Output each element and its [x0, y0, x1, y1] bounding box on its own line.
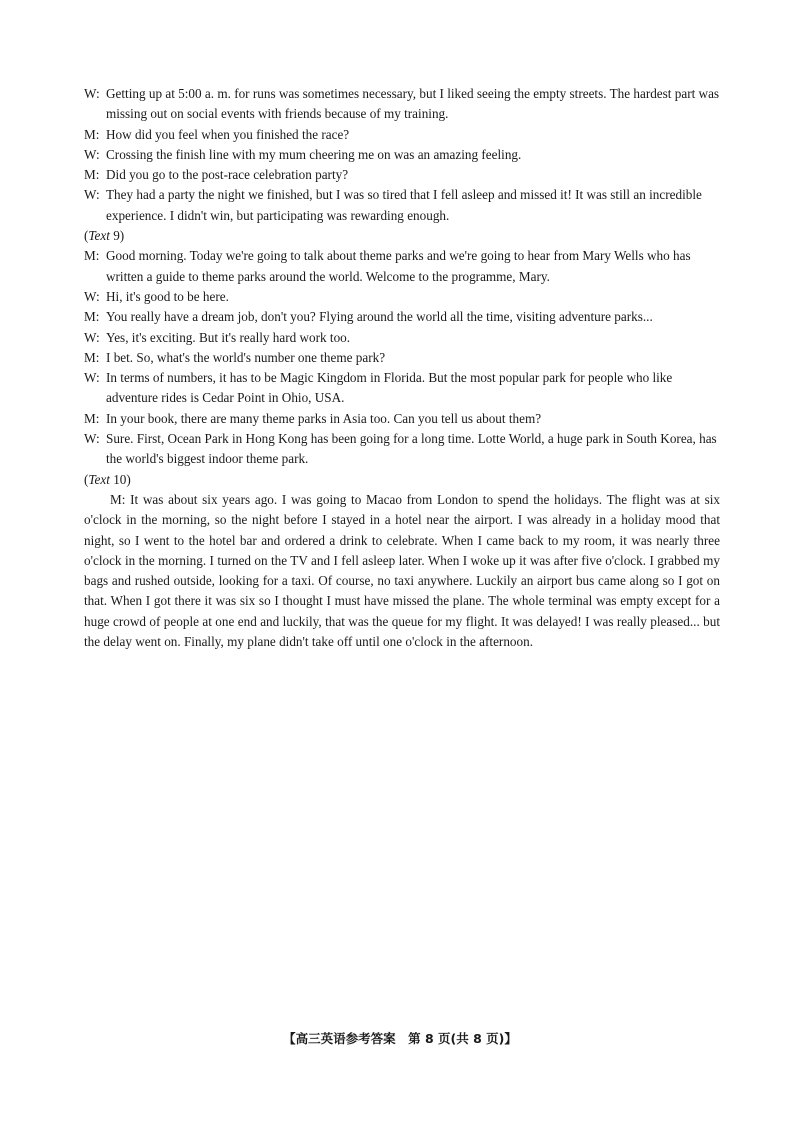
speaker-label: W:	[84, 370, 100, 386]
dialogue-line	[84, 409, 720, 429]
dialogue-line	[84, 348, 720, 368]
speaker-label: M:	[84, 167, 100, 183]
dialogue-line	[84, 125, 720, 145]
section-number: 10)	[109, 471, 131, 487]
dialogue-text: Sure. First, Ocean Park in Hong Kong has been going for a long time. Lotte World, a huge park in South Korea, has the world's biggest indoor theme park.	[106, 431, 717, 467]
speaker-label: W:	[84, 431, 100, 447]
dialogue-text: Getting up at 5:00 a. m. for runs was sometimes necessary, but I liked seeing the empty streets. The hardest part was missing out on social events with friends because of my training.	[106, 86, 720, 122]
speaker-label: M:	[110, 491, 126, 507]
section-label: Text	[88, 228, 110, 244]
monologue-text: It was about six years ago. I was going to Macao from London to spend the holidays. The flight was at six o'clock in the morning, so the night before I stayed in a hotel near the airport. I was already in a holiday mood that night, so I went to the hotel bar and ordered a drink to celebrate. When I came back to my room, it was nearly three o'clock in the morning. I turned on the TV and I fell asleep later. When I woke up it was after five o'clock. I grabbed my bags and rushed outside, looking for a taxi. Of course, no taxi anywhere. Luckily an airport bus came along so I got on that. When I got there it was six so I thought I must have missed the plane. The whole terminal was empty except for a huge crowd of people at one end and luckily, that was the queue for my flight. It was delayed! I was really pleased... but the delay went on. Finally, my plane didn't take off until one o'clock in the afternoon.	[84, 491, 720, 650]
speaker-label: M:	[84, 126, 100, 142]
speaker-label: W:	[84, 187, 100, 203]
dialogue-text: In terms of numbers, it has to be Magic Kingdom in Florida. But the most popular park for people who like adventure rides is Cedar Point in Ohio, USA.	[106, 370, 673, 406]
speaker-label: W:	[84, 146, 100, 162]
dialogue-line	[84, 368, 720, 409]
dialogue-text: In your book, there are many theme parks in Asia too. Can you tell us about them?	[106, 410, 542, 426]
section-label: Text	[88, 471, 110, 487]
dialogue-text: Crossing the finish line with my mum cheering me on was an amazing feeling.	[106, 146, 522, 162]
speaker-label: W:	[84, 329, 100, 345]
speaker-label: M:	[84, 248, 100, 264]
section-paren-open: (	[84, 228, 89, 244]
dialogue-text: Hi, it's good to be here.	[106, 288, 229, 304]
dialogue-text: Did you go to the post-race celebration party?	[106, 167, 349, 183]
dialogue-line	[84, 84, 720, 125]
dialogue-text: You really have a dream job, don't you? Flying around the world all the time, visiting adventure parks...	[106, 309, 653, 325]
speaker-label: M:	[84, 410, 100, 426]
transcript-body	[84, 84, 720, 652]
dialogue-line	[84, 145, 720, 165]
dialogue-line	[84, 165, 720, 185]
speaker-label: W:	[84, 86, 100, 101]
dialogue-line	[84, 185, 720, 226]
dialogue-text: Good morning. Today we're going to talk about theme parks and we're going to hear from Mary Wells who has written a guide to theme parks around the world. Welcome to the programme, Mary.	[106, 248, 691, 284]
speaker-label: M:	[84, 349, 100, 365]
dialogue-line	[84, 287, 720, 307]
dialogue-line	[84, 328, 720, 348]
speaker-label: W:	[84, 288, 100, 304]
dialogue-line	[84, 307, 720, 327]
dialogue-text: They had a party the night we finished, but I was so tired that I fell asleep and missed it! It was still an incredible experience. I didn't win, but participating was rewarding enough.	[106, 187, 702, 223]
monologue-paragraph	[84, 490, 720, 652]
section-paren-open: (	[84, 471, 89, 487]
section-heading-text-9	[84, 226, 720, 246]
dialogue-text: I bet. So, what's the world's number one theme park?	[106, 349, 386, 365]
dialogue-line	[84, 429, 720, 470]
speaker-label: M:	[84, 309, 100, 325]
section-number: 9)	[109, 228, 125, 244]
dialogue-text: How did you feel when you finished the race?	[106, 126, 350, 142]
page-footer: 【高三英语参考答案 第 8 页(共 8 页)】	[283, 1031, 517, 1046]
dialogue-text: Yes, it's exciting. But it's really hard work too.	[106, 329, 351, 345]
section-heading-text-10	[84, 470, 720, 490]
dialogue-line	[84, 246, 720, 287]
